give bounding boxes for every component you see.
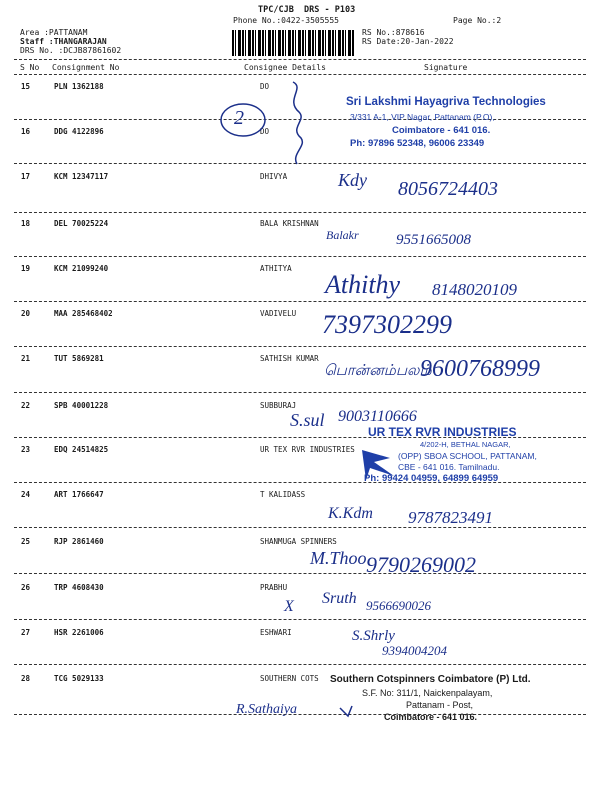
row-consignee: DO bbox=[260, 127, 270, 136]
cotspinners-stamp-address2: Pattanam - Post, bbox=[406, 700, 474, 710]
barcode bbox=[232, 30, 354, 56]
signature-row-28: R.Sathaiya bbox=[236, 702, 298, 717]
signature-row-19: Athithy bbox=[325, 270, 401, 299]
row-consignee: SOUTHERN COTS bbox=[260, 674, 319, 683]
row-sno: 28 bbox=[21, 674, 31, 683]
row-consignment: TCG 5029133 bbox=[54, 674, 104, 683]
mark-row-26: X bbox=[284, 598, 294, 615]
row-divider bbox=[14, 527, 586, 528]
row-sno: 26 bbox=[21, 583, 31, 592]
circled-number-text: 2 bbox=[234, 107, 244, 129]
row-divider bbox=[14, 573, 586, 574]
row-consignment: ART 1766647 bbox=[54, 490, 104, 499]
row-consignee: BALA KRISHNAN bbox=[260, 219, 319, 228]
industries-stamp-phone: Ph: 99424 04959, 64899 64959 bbox=[364, 473, 499, 484]
row-sno: 23 bbox=[21, 445, 31, 454]
row-consignment: RJP 2861460 bbox=[54, 537, 104, 546]
row-sno: 27 bbox=[21, 628, 31, 637]
phone-number: Phone No.:0422-3505555 bbox=[233, 16, 339, 25]
col-sno: S No bbox=[20, 63, 40, 72]
col-consignment: Consignment No bbox=[52, 63, 120, 72]
cotspinners-stamp-address3: Coimbatore - 641 016. bbox=[384, 712, 478, 722]
signature-row-25: M.Thoo bbox=[310, 548, 367, 568]
handwritten-phone-row-27: 9394004204 bbox=[382, 643, 447, 658]
row-consignment: DDG 4122896 bbox=[54, 127, 104, 136]
handwritten-phone-row-17: 8056724403 bbox=[398, 178, 498, 200]
row-consignee: SHANMUGA SPINNERS bbox=[260, 537, 337, 546]
row-consignment: KCM 12347117 bbox=[54, 172, 109, 181]
row-sno: 25 bbox=[21, 537, 31, 546]
signature-row-27: S.Shrly bbox=[352, 628, 395, 644]
row-consignment: SPB 40001228 bbox=[54, 401, 109, 410]
company-stamp-address: 3/331 A-1, VIP Nagar, Pattanam (P.O), bbox=[350, 112, 495, 122]
signature-row-18: Balakr bbox=[326, 228, 359, 242]
row-divider bbox=[14, 212, 586, 213]
row-sno: 19 bbox=[21, 264, 31, 273]
row-consignee: DO bbox=[260, 82, 270, 91]
page-number: Page No.:2 bbox=[453, 16, 502, 25]
handwritten-phone-row-22: 9003110666 bbox=[338, 408, 417, 425]
row-sno: 24 bbox=[21, 490, 31, 499]
signature-row-17: Kdy bbox=[338, 170, 367, 190]
row-consignee: VADIVELU bbox=[260, 309, 297, 318]
row-divider bbox=[14, 256, 586, 257]
row-consignment: KCM 21099240 bbox=[54, 264, 109, 273]
row-divider bbox=[14, 301, 586, 302]
industries-stamp-address2: (OPP) SBOA SCHOOL, PATTANAM, bbox=[398, 451, 537, 461]
col-signature: Signature bbox=[424, 63, 468, 72]
company-stamp-name: Sri Lakshmi Hayagriva Technologies bbox=[346, 96, 546, 108]
industries-stamp-name: UR TEX RVR INDUSTRIES bbox=[368, 425, 517, 439]
circled-number-mark bbox=[215, 95, 275, 145]
rs-date: RS Date:20-Jan-2022 bbox=[362, 37, 454, 46]
company-stamp-city: Coimbatore - 641 016. bbox=[392, 125, 491, 136]
col-consignee: Consignee Details bbox=[244, 63, 326, 72]
staff-label: Staff :THANGARAJAN bbox=[20, 37, 107, 46]
handwritten-phone-row-20: 7397302299 bbox=[322, 310, 452, 339]
row-consignee: T KALIDASS bbox=[260, 490, 306, 499]
row-consignee: PRABHU bbox=[260, 583, 288, 592]
row-divider bbox=[14, 482, 586, 483]
brace-mark bbox=[283, 78, 313, 168]
handwritten-phone-row-18: 9551665008 bbox=[396, 232, 471, 248]
row-divider bbox=[14, 392, 586, 393]
drs-number: DRS No. :DCJB87861602 bbox=[20, 46, 122, 55]
handwritten-phone-row-26: 9566690026 bbox=[366, 598, 431, 613]
rs-number: RS No.:878616 bbox=[362, 28, 425, 37]
row-consignment: EDQ 24514825 bbox=[54, 445, 109, 454]
signature-row-26: Sruth bbox=[322, 590, 357, 607]
row-consignment: TUT 5869281 bbox=[54, 354, 104, 363]
row-consignee: UR TEX RVR INDUSTRIES bbox=[260, 445, 355, 454]
industries-stamp-address3: CBE - 641 016. Tamilnadu. bbox=[398, 462, 500, 472]
area-label: Area :PATTANAM bbox=[20, 28, 88, 37]
row-sno: 15 bbox=[21, 82, 31, 91]
row-sno: 16 bbox=[21, 127, 31, 136]
row-consignee: SUBBURAJ bbox=[260, 401, 297, 410]
row-sno: 20 bbox=[21, 309, 31, 318]
row-consignee: SATHISH KUMAR bbox=[260, 354, 319, 363]
handwritten-phone-row-25: 9790269002 bbox=[366, 552, 476, 577]
cotspinners-stamp-address1: S.F. No: 311/1, Naickenpalayam, bbox=[362, 688, 493, 698]
row-divider bbox=[14, 619, 586, 620]
row-sno: 18 bbox=[21, 219, 31, 228]
row-consignment: MAA 285468402 bbox=[54, 309, 113, 318]
industries-stamp-address1: 4/202-H, BETHAL NAGAR, bbox=[420, 440, 511, 449]
row-consignee: ATHITYA bbox=[260, 264, 292, 273]
row-consignment: PLN 1362188 bbox=[54, 82, 104, 91]
header-divider-bottom bbox=[14, 74, 586, 75]
row-divider bbox=[14, 346, 586, 347]
row-sno: 22 bbox=[21, 401, 31, 410]
row-consignment: TRP 4608430 bbox=[54, 583, 104, 592]
row-consignee: DHIVYA bbox=[260, 172, 288, 181]
row-consignee: ESHWARI bbox=[260, 628, 292, 637]
row-consignment: DEL 70025224 bbox=[54, 219, 109, 228]
handwritten-phone-row-19: 8148020109 bbox=[432, 280, 517, 299]
signature-row-22: S.sul bbox=[290, 410, 325, 430]
document-title: TPC/CJB DRS - P103 bbox=[258, 5, 356, 15]
row-divider bbox=[14, 664, 586, 665]
cotspinners-stamp-name: Southern Cotspinners Coimbatore (P) Ltd. bbox=[330, 674, 531, 685]
handwritten-phone-row-24: 9787823491 bbox=[408, 508, 493, 527]
handwritten-phone-row-21: 9600768999 bbox=[420, 356, 540, 382]
company-stamp-phone: Ph: 97896 52348, 96006 23349 bbox=[350, 138, 485, 149]
row-sno: 17 bbox=[21, 172, 31, 181]
row-sno: 21 bbox=[21, 354, 31, 363]
signature-row-24: K.Kdm bbox=[328, 505, 373, 522]
signature-row-21: பொன்னம்பலம் bbox=[324, 363, 432, 379]
tick-mark bbox=[338, 702, 358, 722]
row-consignment: HSR 2261006 bbox=[54, 628, 104, 637]
header-divider-top bbox=[14, 59, 586, 60]
row-divider bbox=[14, 714, 586, 715]
